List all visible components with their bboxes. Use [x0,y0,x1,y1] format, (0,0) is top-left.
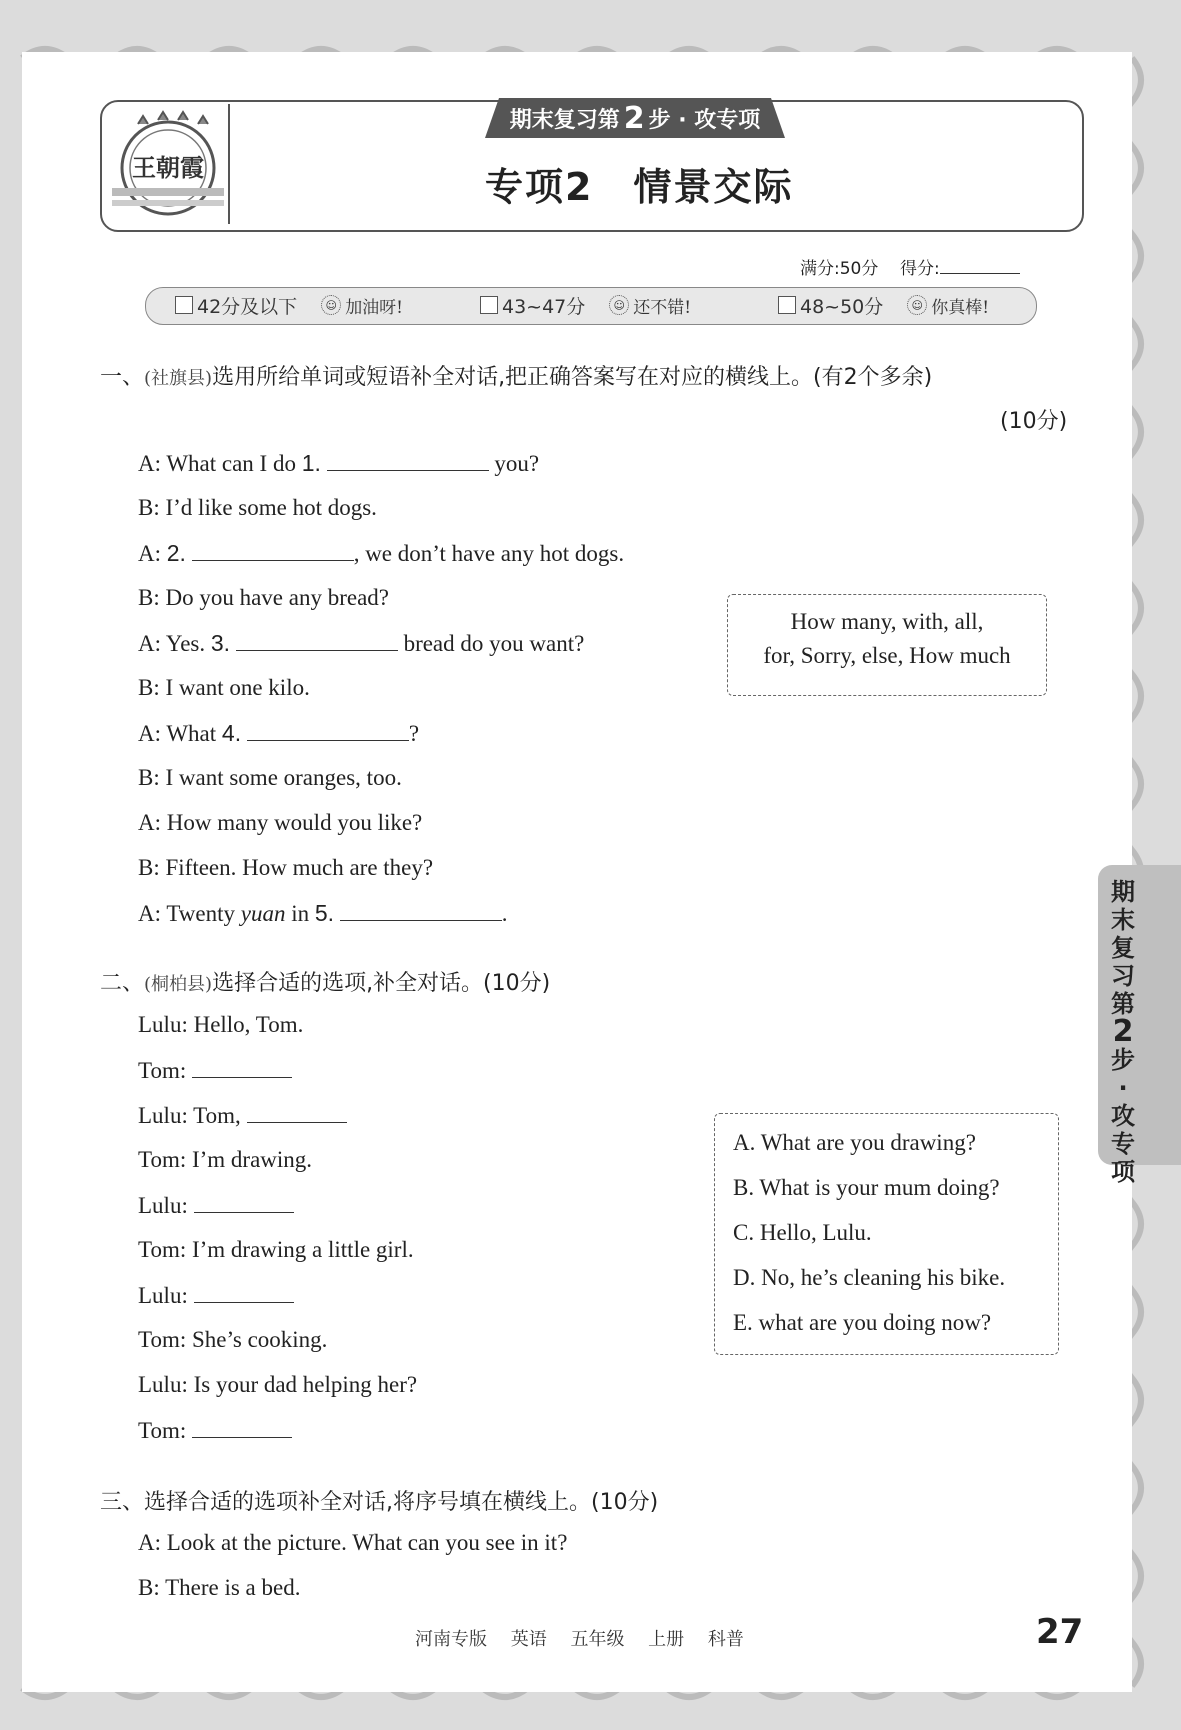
section-county: (社旗县) [144,368,213,389]
dialogue-line: B: Fifteen. How much are they? [138,855,434,880]
score-line [800,254,1020,279]
section-3-heading: 三、选择合适的选项补全对话,将序号填在横线上。(10分) [100,1490,659,1515]
dialogue-line: B: Do you have any bread? [138,585,390,610]
grade-range: 43~47分 [502,295,586,318]
section-instruction: 选择合适的选项,补全对话。(10分) [212,971,551,996]
page-title [485,156,805,209]
step-tab-number: 2 [623,100,645,136]
dialogue-line: Lulu: Hello, Tom. [138,1012,304,1037]
dialogue-line: B: I want some oranges, too. [138,765,402,790]
dialogue-line: B: I’d like some hot dogs. [138,495,377,520]
word-bank-line: How many, with, all, [790,609,984,634]
step-tab-label [485,98,785,138]
option-c: C. Hello, Lulu. [733,1220,872,1245]
logo-text: 王朝霞 [132,153,204,182]
grade-item [778,290,989,320]
dialogue-line: Tom: I’m drawing a little girl. [138,1237,414,1262]
grade-message: 加油呀! [345,297,404,318]
title-number: 专项2 [485,165,594,209]
dialogue-line: Tom: I’m drawing. [138,1147,313,1172]
dialogue-line: Lulu: Is your dad helping her? [138,1372,418,1397]
dialogue-line: Tom: [138,1417,292,1444]
face-icon: ☺ [907,295,927,315]
options-box [714,1113,1059,1355]
answer-blank[interactable] [192,540,354,561]
face-icon: ☺ [609,295,629,315]
grade-item [480,290,691,320]
option-e: E. what are you doing now? [733,1310,992,1335]
step-tab-suffix: 步 · 攻专项 [648,107,761,133]
answer-blank[interactable] [194,1192,294,1213]
section-1-heading [100,360,932,391]
dialogue-line: A: Twenty yuan in 5. . [138,900,508,926]
checkbox[interactable] [480,296,498,314]
footer-text: 河南专版 英语 五年级 上册 科普 [415,1629,744,1650]
grade-message: 你真棒! [931,297,990,318]
answer-blank[interactable] [194,1282,294,1303]
page-number: 27 [1036,1612,1084,1652]
section-prefix: 一、 [100,365,145,390]
grade-item [175,290,403,320]
grade-range: 42分及以下 [197,295,298,318]
score-blank[interactable] [940,273,1020,274]
dialogue-line: Tom: [138,1057,292,1084]
score-label: 得分: [899,259,940,279]
answer-blank[interactable] [327,450,489,471]
dialogue-line: Lulu: Tom, [138,1102,347,1129]
answer-blank[interactable] [247,1102,347,1123]
dialogue-line: A: What 4. ? [138,720,420,746]
header-divider [228,104,230,224]
face-icon: ☺ [321,295,341,315]
answer-blank[interactable] [192,1057,292,1078]
side-tab-label: 期 末 复 习 第 2 步 · 攻 专 项 [1111,878,1135,1186]
section-instruction: 选用所给单词或短语补全对话,把正确答案写在对应的横线上。(有2个多余) [212,365,933,390]
word-bank-line: for, Sorry, else, How much [763,643,1011,668]
dialogue-line: A: How many would you like? [138,810,423,835]
dialogue-line: A: What can I do 1. you? [138,450,540,476]
title-topic: 情景交际 [633,165,794,209]
section-county: (桐柏县) [144,974,213,995]
step-tab-prefix: 期末复习第 [509,107,620,133]
section-prefix: 二、 [100,971,145,996]
checkbox[interactable] [175,296,193,314]
dialogue-line: B: I want one kilo. [138,675,310,700]
option-b: B. What is your mum doing? [733,1175,1000,1200]
dialogue-line: A: 2. , we don’t have any hot dogs. [138,540,625,566]
dialogue-line: Lulu: [138,1282,294,1309]
option-a: A. What are you drawing? [733,1130,976,1155]
answer-blank[interactable] [247,720,409,741]
section-2-heading [100,966,550,997]
dialogue-line: Tom: She’s cooking. [138,1327,328,1352]
full-score: 满分:50分 [800,259,879,279]
answer-blank[interactable] [236,630,398,651]
grade-message: 还不错! [633,297,692,318]
option-d: D. No, he’s cleaning his bike. [733,1265,1006,1290]
section-1-points: (10分) [1000,409,1068,434]
dialogue-line: A: Look at the picture. What can you see in it? [138,1530,568,1555]
word-bank-box [727,594,1047,696]
answer-blank[interactable] [192,1417,292,1438]
checkbox[interactable] [778,296,796,314]
answer-blank[interactable] [340,900,502,921]
dialogue-line: B: There is a bed. [138,1575,301,1600]
brand-logo [108,106,228,224]
dialogue-line: A: Yes. 3. bread do you want? [138,630,585,656]
dialogue-line: Lulu: [138,1192,294,1219]
grade-range: 48~50分 [800,295,884,318]
